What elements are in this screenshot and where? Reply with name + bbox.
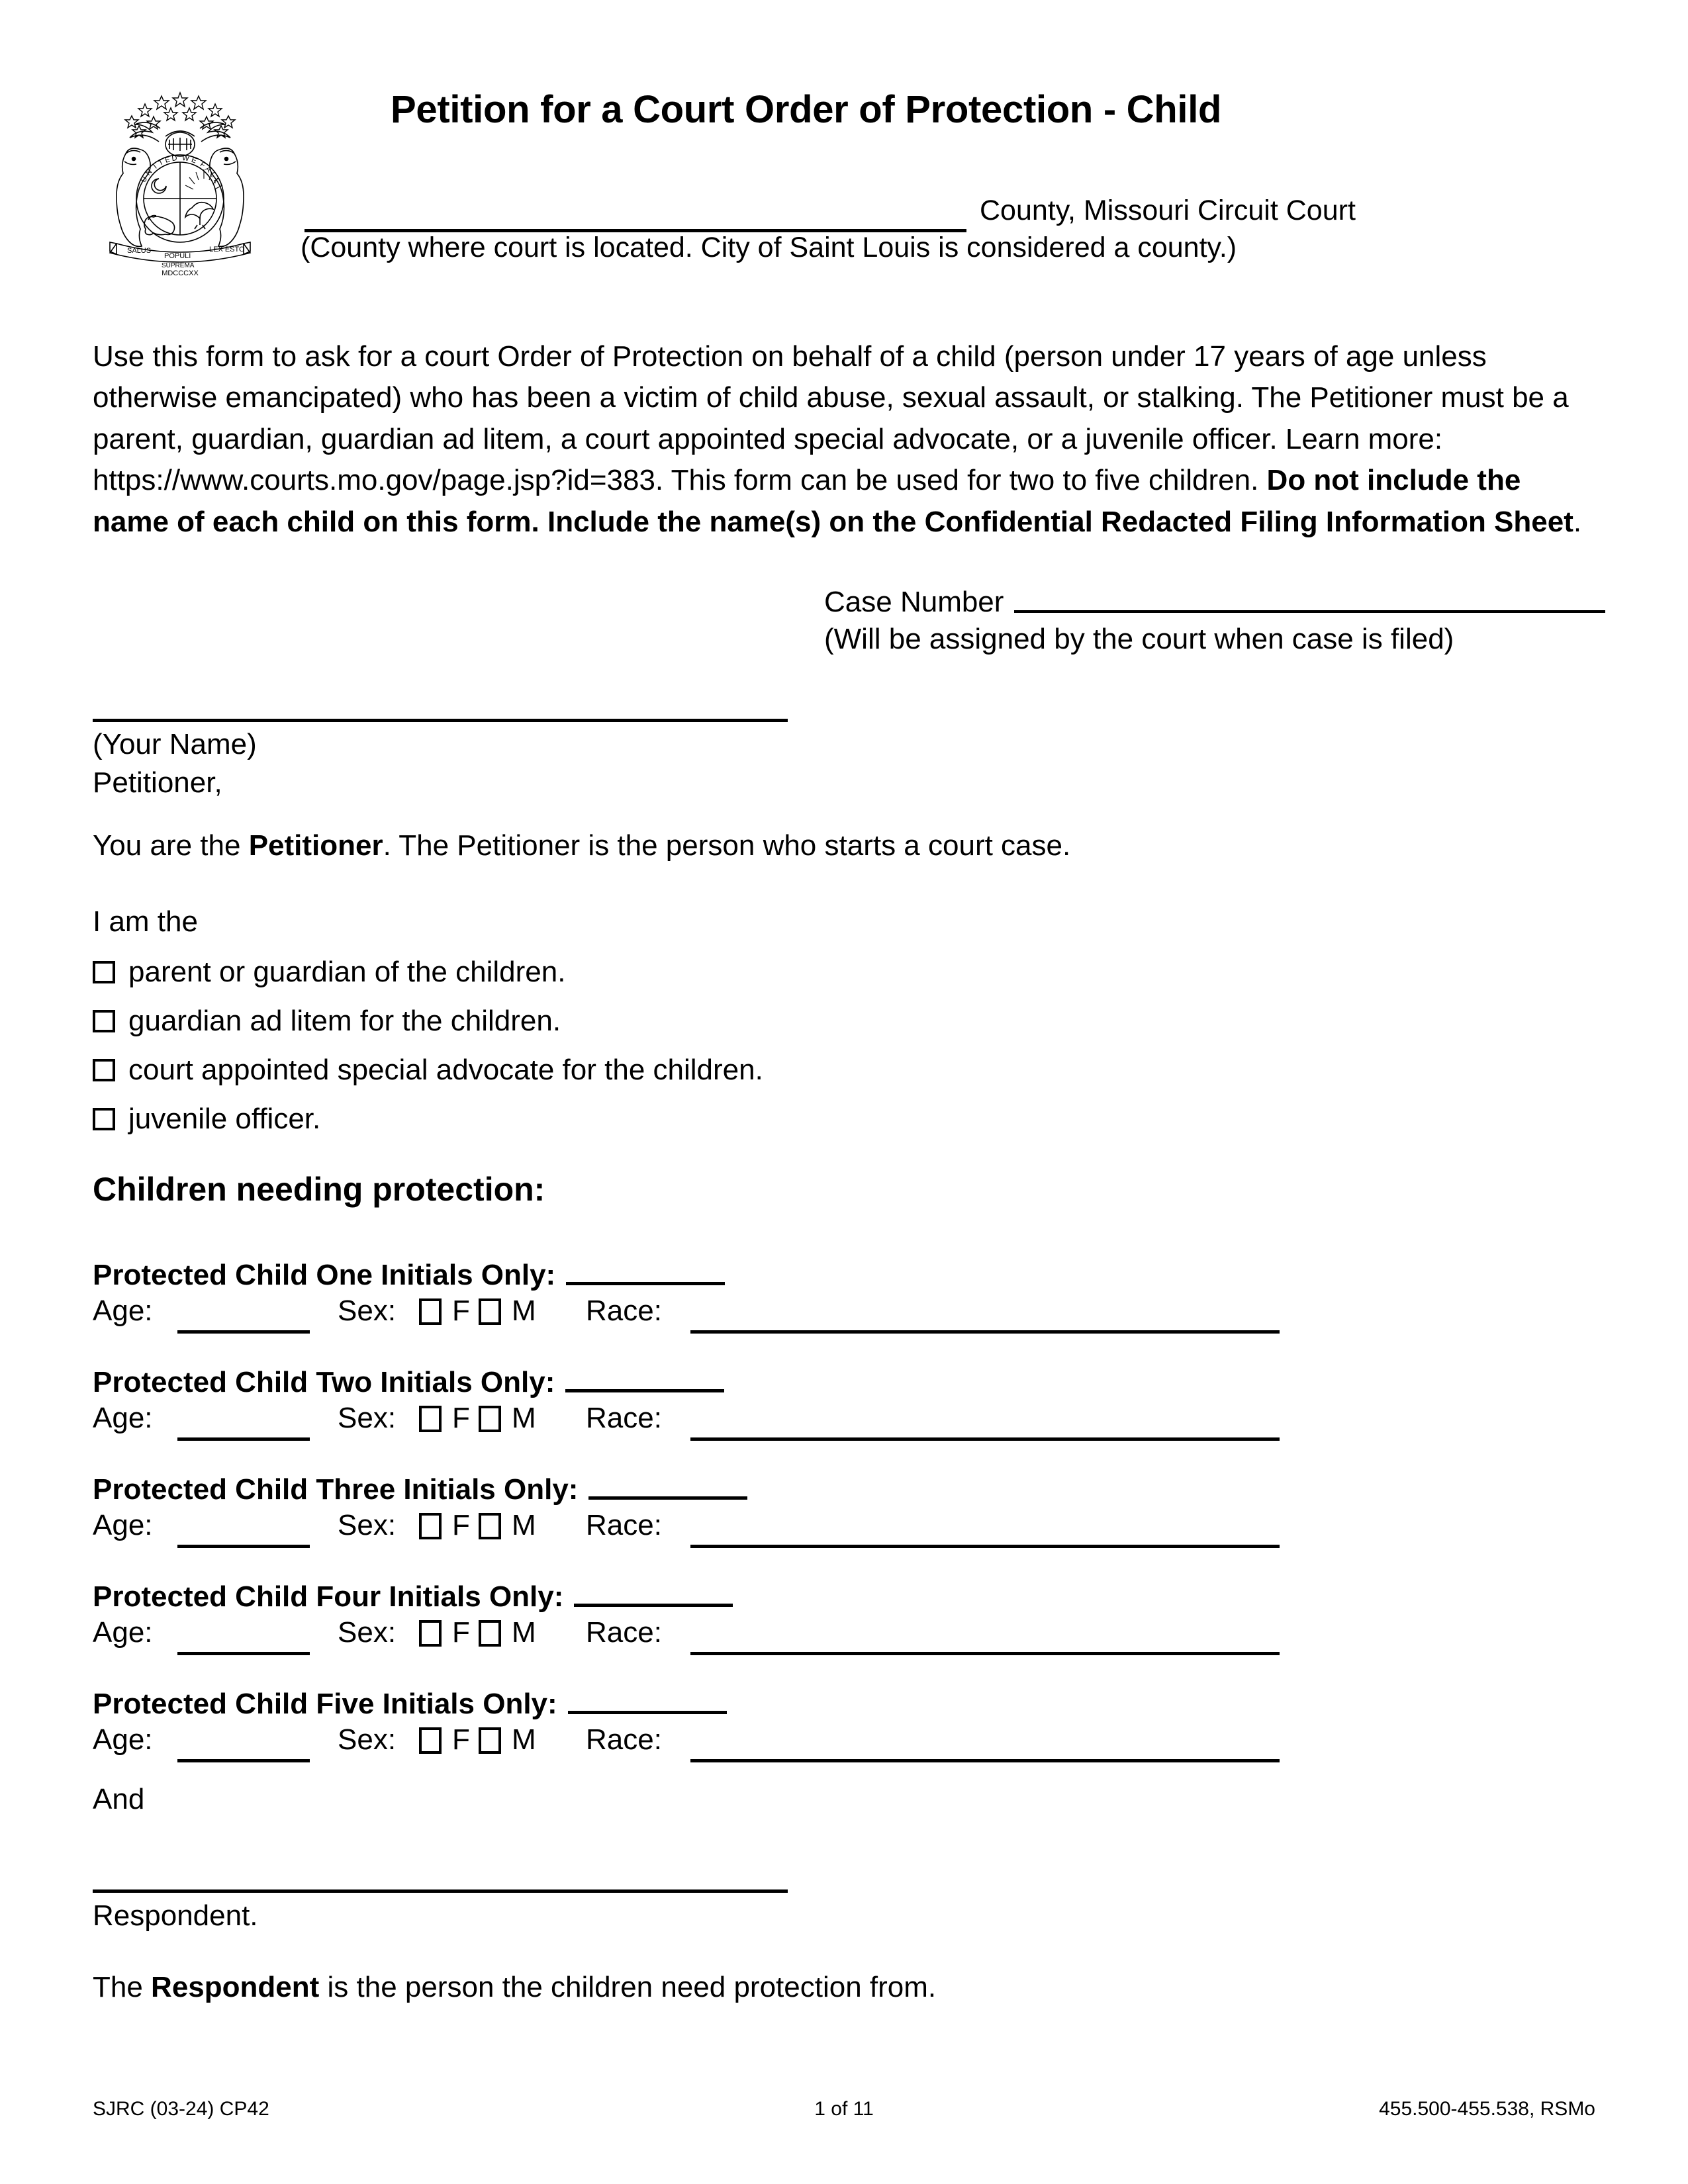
female-label: F	[452, 1723, 470, 1756]
checkbox-icon-female[interactable]	[419, 1513, 442, 1539]
respondent-definition-pre: The	[93, 1971, 152, 2003]
page-title: Petition for a Court Order of Protection - Child	[391, 88, 1222, 131]
sex-label: Sex:	[338, 1402, 397, 1434]
age-label: Age:	[93, 1295, 153, 1327]
footer-page-number: 1 of 11	[814, 2098, 874, 2120]
age-label: Age:	[93, 1402, 153, 1434]
child-block-four	[93, 1566, 1602, 1673]
child-initials-label: Protected Child Two Initials Only:	[93, 1366, 555, 1398]
county-caption: (County where court is located. City of Saint Louis is considered a county.)	[301, 232, 1237, 263]
sex-label: Sex:	[338, 1295, 397, 1327]
age-input[interactable]	[177, 1330, 310, 1334]
instructions-text-bold: Do not include the name of each child on this form. Include the name(s) on the Confidential Redacted Filing Information Sheet	[93, 464, 1573, 538]
race-input[interactable]	[690, 1652, 1280, 1655]
child-initials-input[interactable]	[588, 1496, 747, 1500]
race-label: Race:	[586, 1509, 662, 1541]
svg-text:E: E	[190, 156, 198, 165]
missouri-state-seal-icon	[93, 78, 268, 277]
sex-label: Sex:	[338, 1509, 397, 1541]
checkbox-icon[interactable]	[93, 1108, 115, 1130]
age-input[interactable]	[177, 1759, 310, 1762]
svg-text:L: L	[208, 171, 218, 179]
race-input[interactable]	[690, 1330, 1280, 1334]
petitioner-definition-pre: You are the	[93, 829, 249, 862]
i-am-the-label: I am the	[93, 905, 198, 938]
child-block-three	[93, 1459, 1602, 1566]
child-initials-label: Protected Child One Initials Only:	[93, 1259, 556, 1291]
race-label: Race:	[586, 1616, 662, 1649]
checkbox-icon-male[interactable]	[479, 1406, 501, 1432]
male-label: M	[512, 1402, 536, 1434]
race-input[interactable]	[690, 1545, 1280, 1548]
male-label: M	[512, 1509, 536, 1541]
checkbox-icon[interactable]	[93, 1010, 115, 1032]
instructions-text-part1: Use this form to ask for a court Order of Protection on behalf of a child (person under 17 years of age unless otherwise emancipated) who has been a victim of child abuse, sexual assault, or stalking. The Petitioner must be a parent, guardian, guardian ad litem, a court appointed special advocate, or a juvenile officer. Learn more: https://www.courts.mo.gov/page.jsp?id=383. This form can be used for two to five children.	[93, 340, 1569, 497]
male-label: M	[512, 1616, 536, 1649]
age-label: Age:	[93, 1509, 153, 1541]
svg-text:N: N	[144, 167, 154, 177]
child-initials-label: Protected Child Three Initials Only:	[93, 1473, 579, 1506]
checkbox-row-juvenile-officer[interactable]	[93, 1095, 1218, 1144]
race-label: Race:	[586, 1723, 662, 1756]
checkbox-icon-male[interactable]	[479, 1298, 501, 1325]
court-label: County, Missouri Circuit Court	[980, 195, 1356, 226]
svg-text:POPULI: POPULI	[164, 252, 191, 260]
petitioner-definition	[93, 829, 1070, 862]
svg-text:L: L	[212, 177, 221, 185]
svg-text:U: U	[139, 175, 150, 184]
petitioner-definition-post: . The Petitioner is the person who starts a court case.	[383, 829, 1071, 862]
checkbox-icon[interactable]	[93, 961, 115, 983]
child-block-two	[93, 1351, 1602, 1459]
checkbox-label: guardian ad litem for the children.	[128, 1005, 561, 1037]
svg-text:LEX ESTO: LEX ESTO	[209, 246, 245, 253]
checkbox-label: parent or guardian of the children.	[128, 956, 566, 988]
checkbox-icon-male[interactable]	[479, 1620, 501, 1647]
children-list	[93, 1244, 1602, 1780]
case-number-block	[824, 586, 1605, 656]
svg-text:A: A	[203, 165, 213, 174]
checkbox-row-guardian-ad-litem[interactable]	[93, 997, 1218, 1046]
and-label: And	[93, 1783, 145, 1815]
checkbox-icon[interactable]	[93, 1059, 115, 1081]
age-input[interactable]	[177, 1652, 310, 1655]
header-text-block	[291, 78, 1609, 263]
respondent-definition	[93, 1971, 936, 2004]
age-label: Age:	[93, 1723, 153, 1756]
child-initials-input[interactable]	[574, 1604, 733, 1607]
svg-text:F: F	[198, 160, 207, 170]
form-instructions	[93, 336, 1595, 543]
children-section-heading: Children needing protection:	[93, 1171, 545, 1208]
child-block-five	[93, 1673, 1602, 1780]
checkbox-label: juvenile officer.	[128, 1103, 321, 1135]
svg-text:W: W	[181, 154, 190, 163]
male-label: M	[512, 1723, 536, 1756]
svg-text:T: T	[157, 158, 165, 168]
instructions-text-part2: .	[1573, 505, 1582, 538]
case-number-label: Case Number	[824, 586, 1004, 618]
checkbox-label: court appointed special advocate for the children.	[128, 1054, 763, 1086]
female-label: F	[452, 1402, 470, 1434]
race-label: Race:	[586, 1402, 662, 1434]
age-input[interactable]	[177, 1437, 310, 1441]
petitioner-role-label: Petitioner,	[93, 766, 222, 799]
sex-label: Sex:	[338, 1723, 397, 1756]
race-input[interactable]	[690, 1437, 1280, 1441]
case-number-input[interactable]	[1014, 610, 1605, 613]
checkbox-icon-male[interactable]	[479, 1727, 501, 1754]
checkbox-icon-female[interactable]	[419, 1727, 442, 1754]
child-block-one	[93, 1244, 1602, 1351]
child-initials-input[interactable]	[566, 1282, 725, 1285]
race-input[interactable]	[690, 1759, 1280, 1762]
respondent-definition-bold: Respondent	[151, 1971, 320, 2003]
svg-text:MDCCCXX: MDCCCXX	[162, 269, 199, 277]
svg-text:I: I	[152, 163, 159, 171]
checkbox-icon-male[interactable]	[479, 1513, 501, 1539]
court-identification-row	[291, 191, 1609, 230]
respondent-definition-post: is the person the children need protection from.	[319, 1971, 937, 2003]
checkbox-icon-female[interactable]	[419, 1406, 442, 1432]
footer-statute-reference: 455.500-455.538, RSMo	[1379, 2098, 1595, 2120]
age-input[interactable]	[177, 1545, 310, 1548]
your-name-caption: (Your Name)	[93, 728, 257, 760]
footer-form-number: SJRC (03-24) CP42	[93, 2098, 269, 2120]
respondent-role-label: Respondent.	[93, 1899, 258, 1932]
svg-text:D: D	[171, 154, 178, 163]
child-initials-label: Protected Child Five Initials Only:	[93, 1688, 557, 1720]
checkbox-row-parent-guardian[interactable]	[93, 948, 1218, 997]
child-initials-input[interactable]	[565, 1389, 724, 1392]
svg-text:E: E	[164, 156, 171, 165]
petitioner-role-checklist	[93, 948, 1218, 1144]
checkbox-icon-female[interactable]	[419, 1298, 442, 1325]
svg-text:SUPREMA: SUPREMA	[162, 262, 195, 269]
male-label: M	[512, 1295, 536, 1327]
child-initials-label: Protected Child Four Initials Only:	[93, 1580, 564, 1613]
petitioner-definition-bold: Petitioner	[248, 829, 383, 862]
female-label: F	[452, 1616, 470, 1649]
female-label: F	[452, 1509, 470, 1541]
sex-label: Sex:	[338, 1616, 397, 1649]
age-label: Age:	[93, 1616, 153, 1649]
respondent-name-input[interactable]	[93, 1889, 788, 1893]
female-label: F	[452, 1295, 470, 1327]
checkbox-row-special-advocate[interactable]	[93, 1046, 1218, 1095]
case-number-note: (Will be assigned by the court when case is filed)	[824, 623, 1454, 655]
checkbox-icon-female[interactable]	[419, 1620, 442, 1647]
child-initials-input[interactable]	[568, 1711, 727, 1714]
petitioner-name-input[interactable]	[93, 719, 788, 722]
race-label: Race:	[586, 1295, 662, 1327]
form-header	[93, 78, 1609, 283]
svg-text:SALUS: SALUS	[127, 247, 152, 255]
